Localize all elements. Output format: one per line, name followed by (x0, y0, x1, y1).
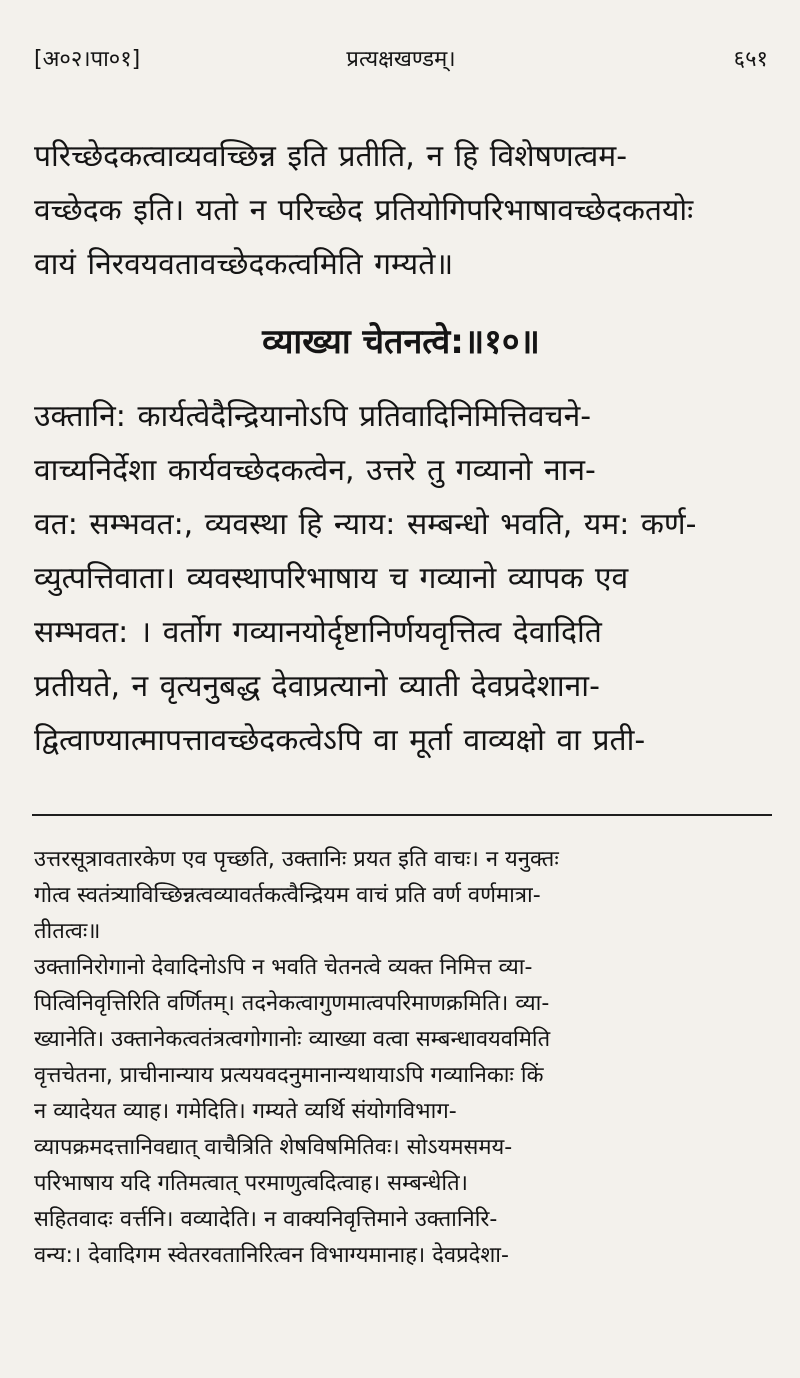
footnote-line: ख्यानेति। उक्तानेकत्वतंत्रत्वगोगानोः व्याख्या वत्वा सम्बन्धावयवमिति (34, 1027, 551, 1052)
text-line: व्युत्पत्तिवाता। व्यवस्थापरिभाषाय च गव्यानो व्यापक एव (34, 561, 629, 596)
text-line: वच्छेदक इति। यतो न परिच्छेद प्रतियोगिपरिभाषावच्छेदकतयोः (34, 193, 694, 228)
running-head (34, 40, 768, 80)
commentary-footnote (34, 842, 768, 1274)
text-line: परिच्छेदकत्वाव्यवच्छिन्न इति प्रतीति, न हि विशेषणत्वम- (34, 139, 628, 174)
footnote-line: वृत्तचेतना, प्राचीनान्याय प्रत्ययवदनुमानान्यथायाऽपि गव्यानिकाः किं (34, 1063, 544, 1088)
text-line: वत: सम्भवत:, व्यवस्था हि न्याय: सम्बन्धो भवति, यम: कर्ण- (34, 507, 697, 542)
section-reference: [अ०२।पा०१] (34, 47, 141, 72)
footnote-divider (32, 814, 772, 816)
footnote-line: उत्तरसूत्रावतारकेण एव पृच्छति, उक्तानिः प्रयत इति वाचः। न यनुक्तः (34, 847, 559, 872)
footnote-line: परिभाषाय यदि गतिमत्वात् परमाणुत्वदित्वाह। सम्बन्धेति। (34, 1171, 468, 1196)
footnote-line: उक्तानिरोगानो देवादिनोऽपि न भवति चेतनत्वे व्यक्त निमित्त व्या- (34, 955, 533, 980)
footnote-line: वन्य:। देवादिगम स्वेतरवतानिरित्वन विभाग्यमानाह। देवप्रदेशा- (34, 1243, 509, 1268)
running-title: प्रत्यक्षखण्डम्। (346, 47, 456, 72)
text-line: सम्भवत: । वर्तोग गव्यानयोर्दृष्टानिर्णयवृत्तित्व देवादिति (34, 615, 602, 650)
spacer (34, 768, 768, 788)
text-line: वायं निरवयवतावच्छेदकत्वमिति गम्यते॥ (34, 247, 454, 282)
upper-text (34, 130, 768, 292)
footnote-line: व्यापक्रमदत्तानिवद्यात् वाचैत्रिति शेषविषमितिवः। सोऽयमसमय- (34, 1135, 513, 1160)
footnote-line: गोत्व स्वतंत्र्याविच्छिन्नत्वव्यावर्तकत्वैन्द्रियम वाचं प्रति वर्ण वर्णमात्रा- (34, 883, 541, 908)
text-line: प्रतीयते, न वृत्यनुबद्ध देवाप्रत्यानो व्याती देवप्रदेशाना- (34, 669, 600, 704)
footnote-line: पित्विनिवृत्तिरिति वर्णितम्। तदनेकत्वागुणमात्वपरिमाणक्रमिति। व्या- (34, 991, 550, 1016)
text-line: वाच्यनिर्देशा कार्यवच्छेदकत्वेन, उत्तरे तु गव्यानो नान- (34, 453, 596, 488)
text-line: द्वित्वाण्यात्मापत्तावच्छेदकत्वेऽपि वा मूर्ता वाव्यक्षो वा प्रती- (34, 723, 646, 758)
page-number: ६५१ (733, 47, 768, 72)
text-line: उक्तानि: कार्यत्वेदैन्द्रियानोऽपि प्रतिवादिनिमित्तिवचने- (34, 399, 592, 434)
footnote-line: तीतत्वः॥ (34, 919, 101, 944)
footnote-line: न व्यादेयत व्याह। गमेदिति। गम्यते व्यर्थि संयोगविभाग- (34, 1099, 457, 1124)
section-heading: व्याख्या चेतनत्वे:॥१०॥ (262, 322, 540, 362)
main-text (34, 390, 768, 768)
footnote-line: सहितवादः वर्त्तनि। वव्यादेति। न वाक्यनिवृत्तिमाने उक्तानिरि- (34, 1207, 498, 1232)
